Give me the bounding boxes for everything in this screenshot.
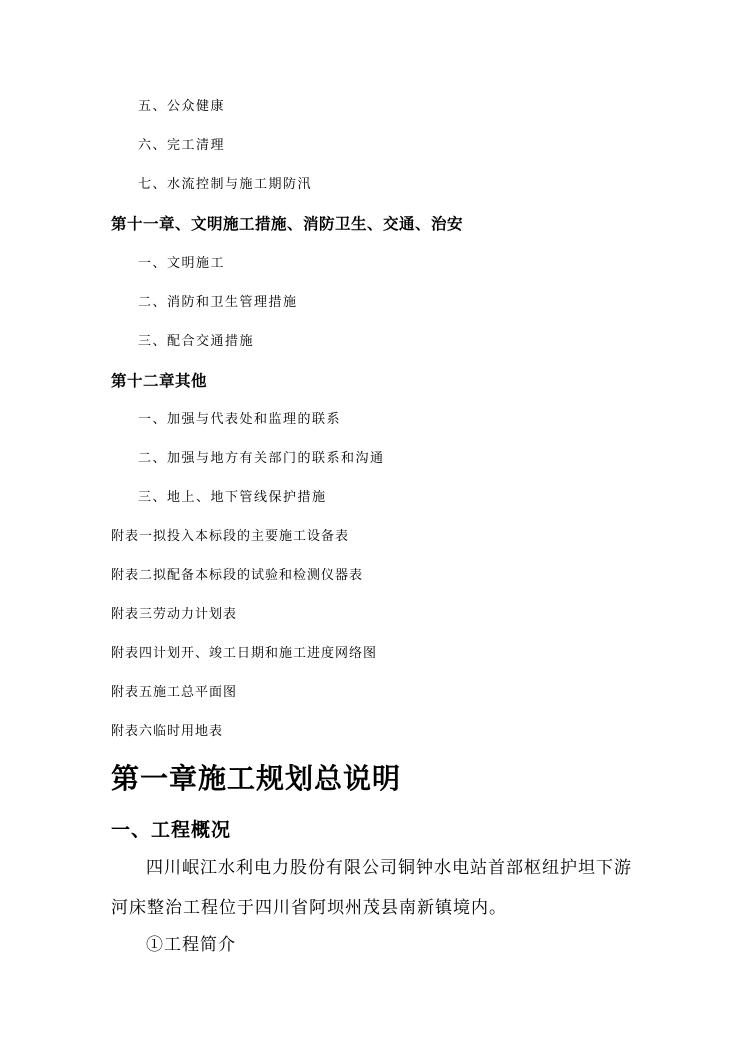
toc-appendix-2: 附表二拟配备本标段的试验和检测仪器表 xyxy=(111,568,364,583)
paragraph-line-2: 河床整治工程位于四川省阿坝州茂县南新镇境内。 xyxy=(111,898,507,918)
toc-appendix-3: 附表三劳动力计划表 xyxy=(111,607,238,622)
toc-item-civilized-construction: 一、文明施工 xyxy=(138,256,226,271)
toc-item-liaison-local: 二、加强与地方有关部门的联系和沟通 xyxy=(138,451,385,466)
toc-item-water-control: 七、水流控制与施工期防汛 xyxy=(138,177,313,192)
toc-item-public-health: 五、公众健康 xyxy=(138,99,226,114)
section-title: 一、工程概况 xyxy=(111,819,232,841)
paragraph-line-1: 四川岷江水利电力股份有限公司铜钟水电站首部枢纽护坦下游 xyxy=(146,858,632,878)
toc-appendix-5: 附表五施工总平面图 xyxy=(111,685,238,700)
toc-item-site-cleanup: 六、完工清理 xyxy=(138,138,226,153)
toc-item-fire-sanitation: 二、消防和卫生管理措施 xyxy=(138,295,298,310)
toc-appendix-6: 附表六临时用地表 xyxy=(111,724,224,739)
toc-appendix-4: 附表四计划开、竣工日期和施工进度网络图 xyxy=(111,646,378,661)
toc-item-traffic-measures: 三、配合交通措施 xyxy=(138,334,255,349)
toc-chapter-12-title: 第十二章其他 xyxy=(111,371,208,390)
chapter-title: 第一章施工规划总说明 xyxy=(111,762,402,795)
toc-appendix-1: 附表一拟投入本标段的主要施工设备表 xyxy=(111,529,350,544)
toc-chapter-11-title: 第十一章、文明施工措施、消防卫生、交通、治安 xyxy=(111,214,464,233)
toc-item-pipeline-protection: 三、地上、地下管线保护措施 xyxy=(138,490,327,505)
toc-item-liaison-supervision: 一、加强与代表处和监理的联系 xyxy=(138,412,342,427)
subsection-title: ①工程简介 xyxy=(146,935,236,955)
